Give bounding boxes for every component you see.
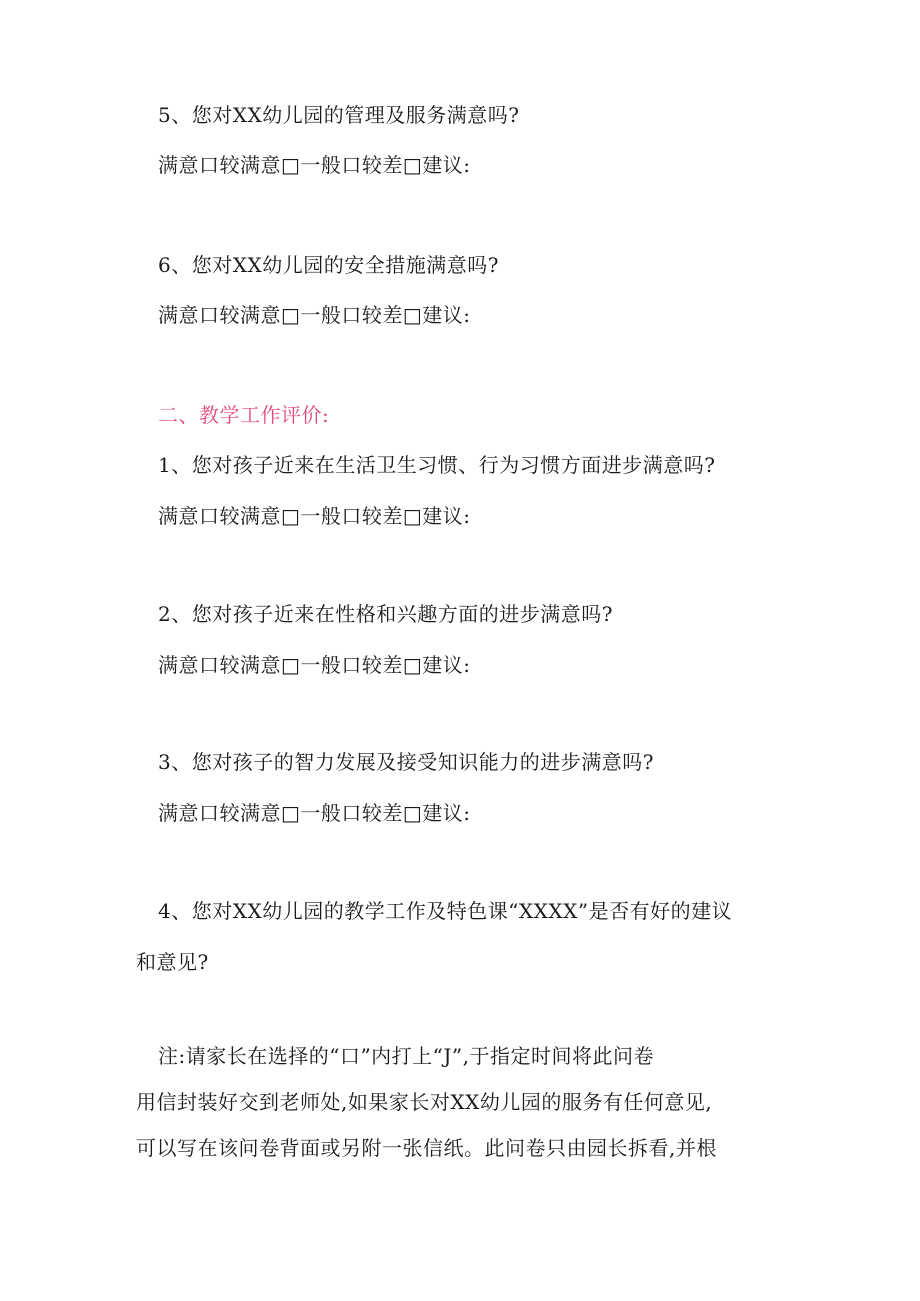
note-line-1: 注:请家长在选择的“口”内打上“J”,于指定时间将此问卷 <box>158 1044 655 1068</box>
teaching-question-3-options: 满意口较满意□一般口较差□建议: <box>158 801 471 825</box>
teaching-question-4-line-2: 和意见? <box>136 950 209 974</box>
question-5-options: 满意口较满意□一般口较差□建议: <box>158 153 471 177</box>
section-title-teaching-evaluation: 二、教学工作评价: <box>158 403 330 427</box>
question-6-options: 满意口较满意□一般口较差□建议: <box>158 303 471 327</box>
question-5: 5、您对XX幼儿园的管理及服务满意吗? <box>158 103 520 127</box>
note-line-2: 用信封装好交到老师处,如果家长对XX幼儿园的服务有任何意见, <box>136 1090 713 1114</box>
teaching-question-1-options: 满意口较满意□一般口较差□建议: <box>158 504 471 528</box>
teaching-question-3: 3、您对孩子的智力发展及接受知识能力的进步满意吗? <box>158 750 654 774</box>
question-6: 6、您对XX幼儿园的安全措施满意吗? <box>158 253 499 277</box>
teaching-question-2-options: 满意口较满意□一般口较差□建议: <box>158 653 471 677</box>
teaching-question-2: 2、您对孩子近来在性格和兴趣方面的进步满意吗? <box>158 602 613 626</box>
note-line-3: 可以写在该问卷背面或另附一张信纸。此问卷只由园长拆看,并根 <box>136 1136 717 1160</box>
teaching-question-1: 1、您对孩子近来在生活卫生习惯、行为习惯方面进步满意吗? <box>158 453 716 477</box>
teaching-question-4-line-1: 4、您对XX幼儿园的教学工作及特色课“XXXX”是否有好的建议 <box>158 899 733 923</box>
